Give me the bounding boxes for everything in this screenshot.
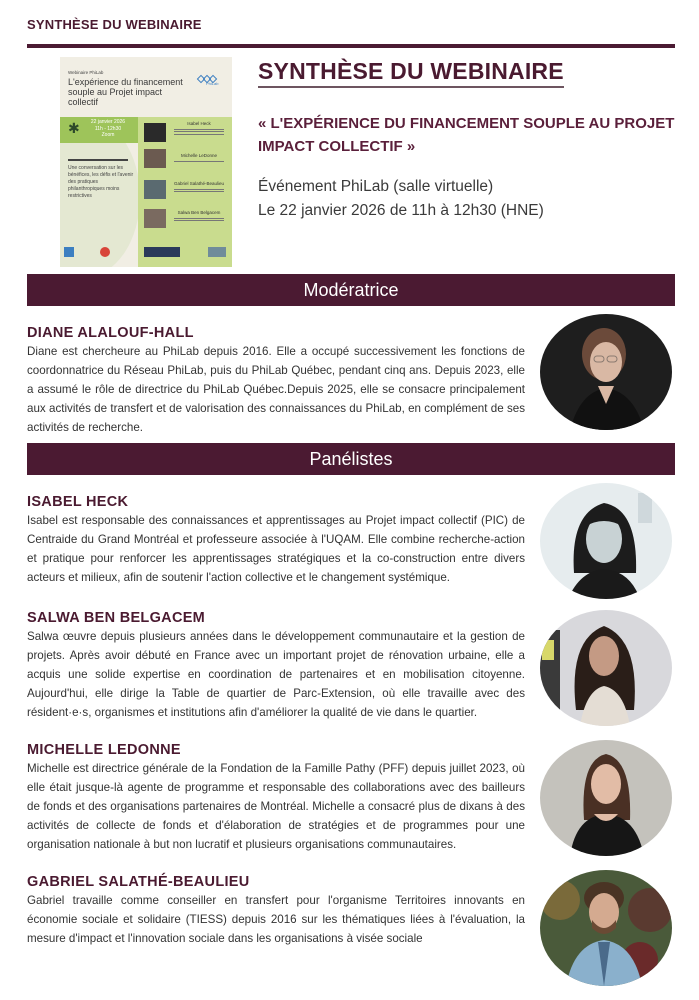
poster-speaker-desc <box>170 216 228 224</box>
poster-date: 22 janvier 2026 <box>90 119 126 125</box>
moderator-block <box>27 324 525 437</box>
person-name: MICHELLE LEDONNE <box>27 742 181 758</box>
panelist-block <box>27 741 525 854</box>
poster-speaker-name: Michelle LeDonne <box>180 153 218 158</box>
poster-speaker-name: Gabriel Salathé-Beaulieu <box>173 181 225 186</box>
asterisk-icon: ✱ <box>68 120 80 136</box>
poster-date-block <box>88 119 128 139</box>
header-divider <box>27 44 675 48</box>
poster-speaker-name: Isabel Heck <box>187 121 211 126</box>
person-name: GABRIEL SALATHÉ-BEAULIEU <box>27 874 250 890</box>
poster-logo-centraide <box>100 247 110 257</box>
poster-divider <box>68 159 128 161</box>
poster-speaker-photo <box>144 123 166 142</box>
poster-title: L'expérience du financement souple au Projet impact collectif <box>68 77 183 107</box>
avatar-salwa <box>540 610 672 726</box>
person-bio: Salwa œuvre depuis plusieurs années dans le développement communautaire et la gestion de projets. Après avoir débuté en France avec un important projet de rénovation urbaine, elle a acquis une solide expertise en coordination de partenaires et en mobilisation citoyenne. Aujourd'hui, elle dirige la Table de quartier de Parc-Extension, où elle travaille avec des résident·e·s, organismes et institutions afin d'améliorer la qualité de vie dans le quartier. <box>27 630 525 719</box>
poster-time: 11h - 12h30 <box>94 125 122 132</box>
event-location: Événement PhiLab (salle virtuelle) <box>258 178 494 195</box>
section-header-moderator: Modératrice <box>27 274 675 306</box>
poster-speaker-name: Salwa Ben Belgacem <box>177 210 221 215</box>
person-name: ISABEL HECK <box>27 494 129 510</box>
panelist-block <box>27 493 525 587</box>
poster-place: Zoom <box>101 132 115 138</box>
poster-logo-tiess <box>208 247 226 257</box>
person-name: SALWA BEN BELGACEM <box>27 610 206 626</box>
poster-speaker-photo <box>144 180 166 199</box>
poster-speaker-desc <box>170 159 228 167</box>
person-bio: Isabel est responsable des connaissances et apprentissages au Projet impact collectif (PIC) de Centraide du Grand Montréal et professeure associée à l'UQAM. Elle combine recherche-action et pratique pour renforcer les apprentissages stratégiques et la co-construction entre divers acteurs et milieux, afin de soutenir l'action collective et le changement systémique. <box>27 514 525 584</box>
person-name: DIANE ALALOUF-HALL <box>27 325 194 341</box>
poster-conversation: Une conversation sur les bénéfices, les défis et l'avenir des pratiques philanthropiques moins restrictives <box>68 165 134 199</box>
poster-speaker-desc <box>170 187 228 195</box>
avatar-isabel <box>540 483 672 599</box>
section-header-panelists: Panélistes <box>27 443 675 475</box>
person-bio: Michelle est directrice générale de la Fondation de la Famille Pathy (PFF) depuis juillet 2023, où elle était jusque-là agente de programme et responsable des collaborations avec des bailleurs de fonds et des organisations partenaires de Montréal. Michelle a consacré plus de dixans à des activités de collecte de fonds et d'élaboration de stratégies et de programmes pour une organisation nationale à but non lucratif et plusieurs organisations communautaires. <box>27 762 525 851</box>
page-header-label: SYNTHÈSE DU WEBINAIRE <box>27 17 202 32</box>
poster-logo-philab <box>64 247 74 257</box>
page-title: SYNTHÈSE DU WEBINAIRE <box>258 58 564 88</box>
avatar-michelle <box>540 740 672 856</box>
webinar-poster-image <box>60 57 232 267</box>
person-bio: Diane est chercheure au PhiLab depuis 2016. Elle a occupé successivement les fonctions de coordonnatrice du Réseau PhiLab, puis du PhiLab Québec, pendant cinq ans. Depuis 2023, elle a assumé le rôle de directrice du PhiLab Québec.Depuis 2025, elle se consacre principalement aux activités de transfert et de valorisation des connaissances du PhiLab, en complément de ses activités de recherche. <box>27 345 525 434</box>
poster-speaker-desc <box>170 127 228 135</box>
poster-speaker-photo <box>144 209 166 228</box>
philab-logo-icon <box>198 69 222 81</box>
poster-speaker-photo <box>144 149 166 168</box>
poster-logo-text: PhiLab <box>206 81 219 86</box>
person-bio: Gabriel travaille comme conseiller en transfert pour l'organisme Territoires innovants en économie sociale et solidaire (TIESS) depuis 2016 sur les thématiques liées à l'évaluation, la mesure d'impact et l'innovation sociale dans les organisations à visée sociale <box>27 894 525 945</box>
poster-logo-partner <box>144 247 180 257</box>
panelist-block <box>27 609 525 722</box>
avatar-diane <box>540 314 672 430</box>
event-datetime: Le 22 janvier 2026 de 11h à 12h30 (HNE) <box>258 202 544 219</box>
panelist-block <box>27 873 525 948</box>
poster-kicker: Webinaire PhiLab <box>68 70 104 75</box>
avatar-gabriel <box>540 870 672 986</box>
webinar-subtitle: « L'EXPÉRIENCE DU FINANCEMENT SOUPLE AU PROJET IMPACT COLLECTIF » <box>258 115 675 155</box>
